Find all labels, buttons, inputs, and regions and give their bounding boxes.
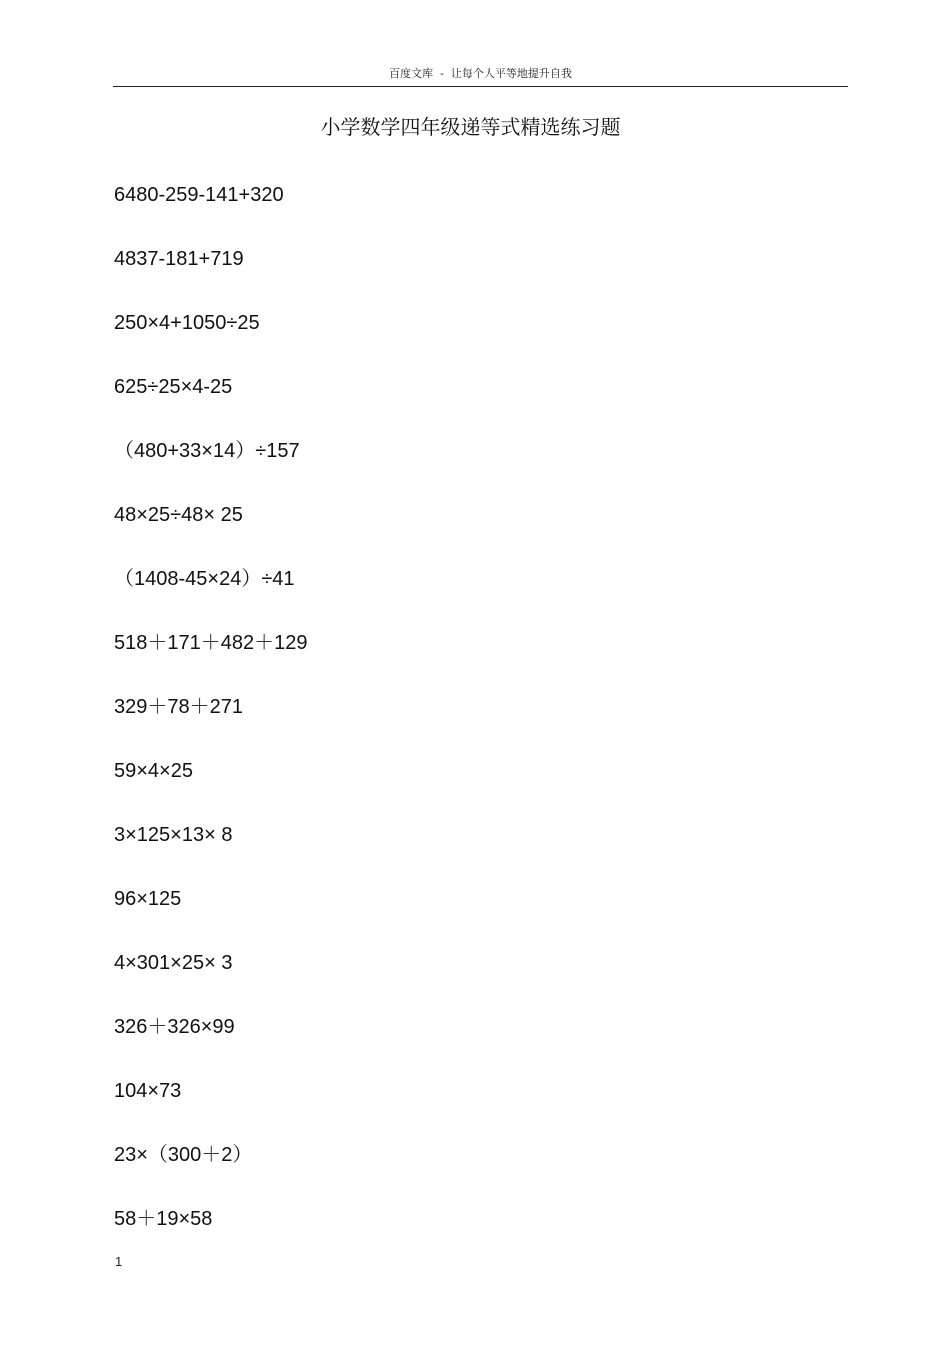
problem-item: 59×4×25 xyxy=(114,760,193,782)
problem-item: 23×（300＋2） xyxy=(114,1144,253,1166)
problem-item: 250×4+1050÷25 xyxy=(114,312,260,334)
page-number: 1 xyxy=(115,1254,123,1269)
problem-item: 3×125×13× 8 xyxy=(114,824,233,846)
document-title: 小学数学四年级递等式精选练习题 xyxy=(320,115,621,139)
problem-item: 4×301×25× 3 xyxy=(114,952,233,974)
header-divider xyxy=(113,86,848,87)
problem-item: 104×73 xyxy=(114,1080,182,1102)
problem-item: 96×125 xyxy=(114,888,182,910)
problem-list xyxy=(114,180,307,1268)
problem-item: 58＋19×58 xyxy=(114,1208,213,1230)
problem-item: （1408-45×24）÷41 xyxy=(114,568,295,590)
problem-item: 48×25÷48× 25 xyxy=(114,504,243,526)
problem-item: 6480-259-141+320 xyxy=(114,184,284,206)
problem-item: 625÷25×4-25 xyxy=(114,376,233,398)
page-header: 百度文库 - 让每个人平等地提升自我 xyxy=(389,67,572,80)
problem-item: 518＋171＋482＋129 xyxy=(114,632,308,654)
problem-item: 326＋326×99 xyxy=(114,1016,235,1038)
problem-item: 4837-181+719 xyxy=(114,248,244,270)
problem-item: （480+33×14）÷157 xyxy=(114,440,300,462)
problem-item: 329＋78＋271 xyxy=(114,696,243,718)
